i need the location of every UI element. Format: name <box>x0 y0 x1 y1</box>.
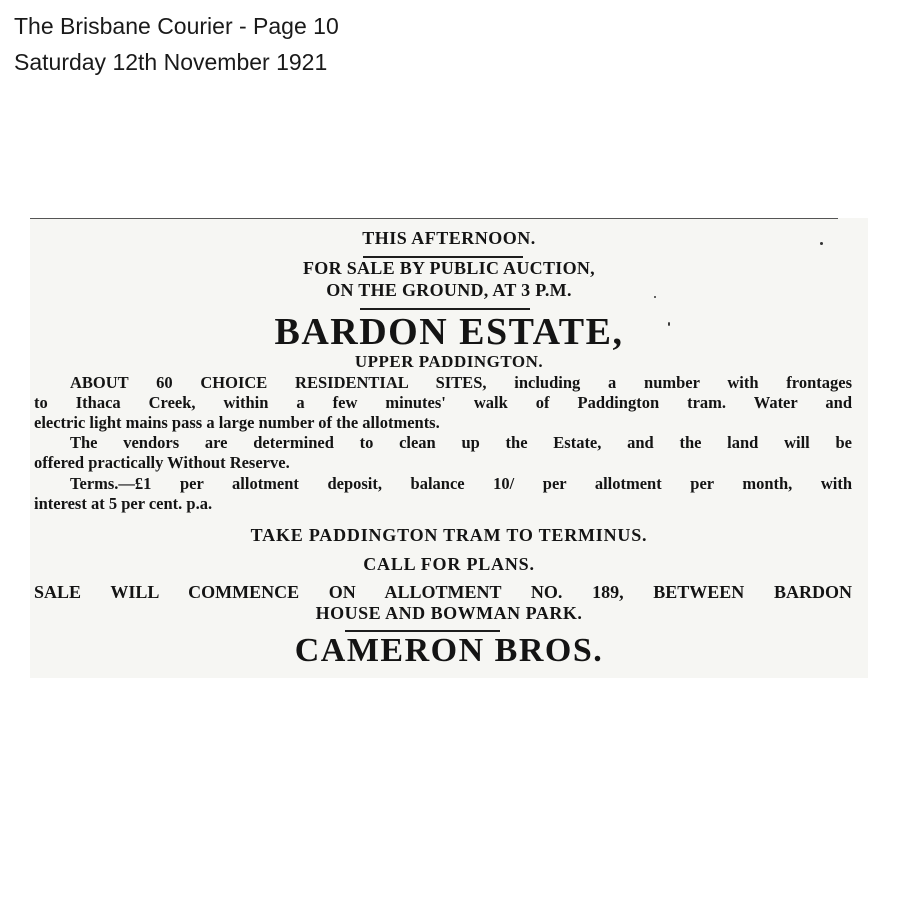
body-line-6: Terms.—£1 per allotment deposit, balance 10/ per allotment per month, with <box>70 474 852 493</box>
call-for-plans: CALL FOR PLANS. <box>363 554 535 574</box>
body-line-2: to Ithaca Creek, within a few minutes' walk of Paddington tram. Water and <box>34 393 852 412</box>
tram-directions: TAKE PADDINGTON TRAM TO TERMINUS. <box>250 525 648 545</box>
newspaper-clipping <box>30 218 868 678</box>
estate-locality: UPPER PADDINGTON. <box>354 352 544 371</box>
agent-name: CAMERON BROS. <box>294 632 604 669</box>
print-speck <box>820 242 823 245</box>
advert-heading: THIS AFTERNOON. <box>362 228 536 248</box>
page-caption <box>14 8 339 80</box>
commencement-line-1: SALE WILL COMMENCE ON ALLOTMENT NO. 189, BETWEEN BARDON <box>34 582 852 602</box>
body-line-7: interest at 5 per cent. p.a. <box>34 494 213 513</box>
print-speck <box>654 296 656 298</box>
body-line-4: The vendors are determined to clean up the Estate, and the land will be <box>70 433 852 452</box>
auction-time-line: ON THE GROUND, AT 3 P.M. <box>326 280 572 300</box>
caption-newspaper-page: The Brisbane Courier - Page 10 <box>14 13 339 39</box>
print-speck <box>668 322 670 326</box>
top-border-rule <box>30 218 838 219</box>
auction-line: FOR SALE BY PUBLIC AUCTION, <box>303 258 595 278</box>
caption-date: Saturday 12th November 1921 <box>14 49 328 75</box>
body-line-3: electric light mains pass a large number of the allotments. <box>34 413 440 432</box>
body-line-1: ABOUT 60 CHOICE RESIDENTIAL SITES, including a number with frontages <box>70 373 852 392</box>
estate-title: BARDON ESTATE, <box>274 311 624 353</box>
commencement-line-2: HOUSE AND BOWMAN PARK. <box>315 603 583 623</box>
body-line-5: offered practically Without Reserve. <box>34 453 290 472</box>
